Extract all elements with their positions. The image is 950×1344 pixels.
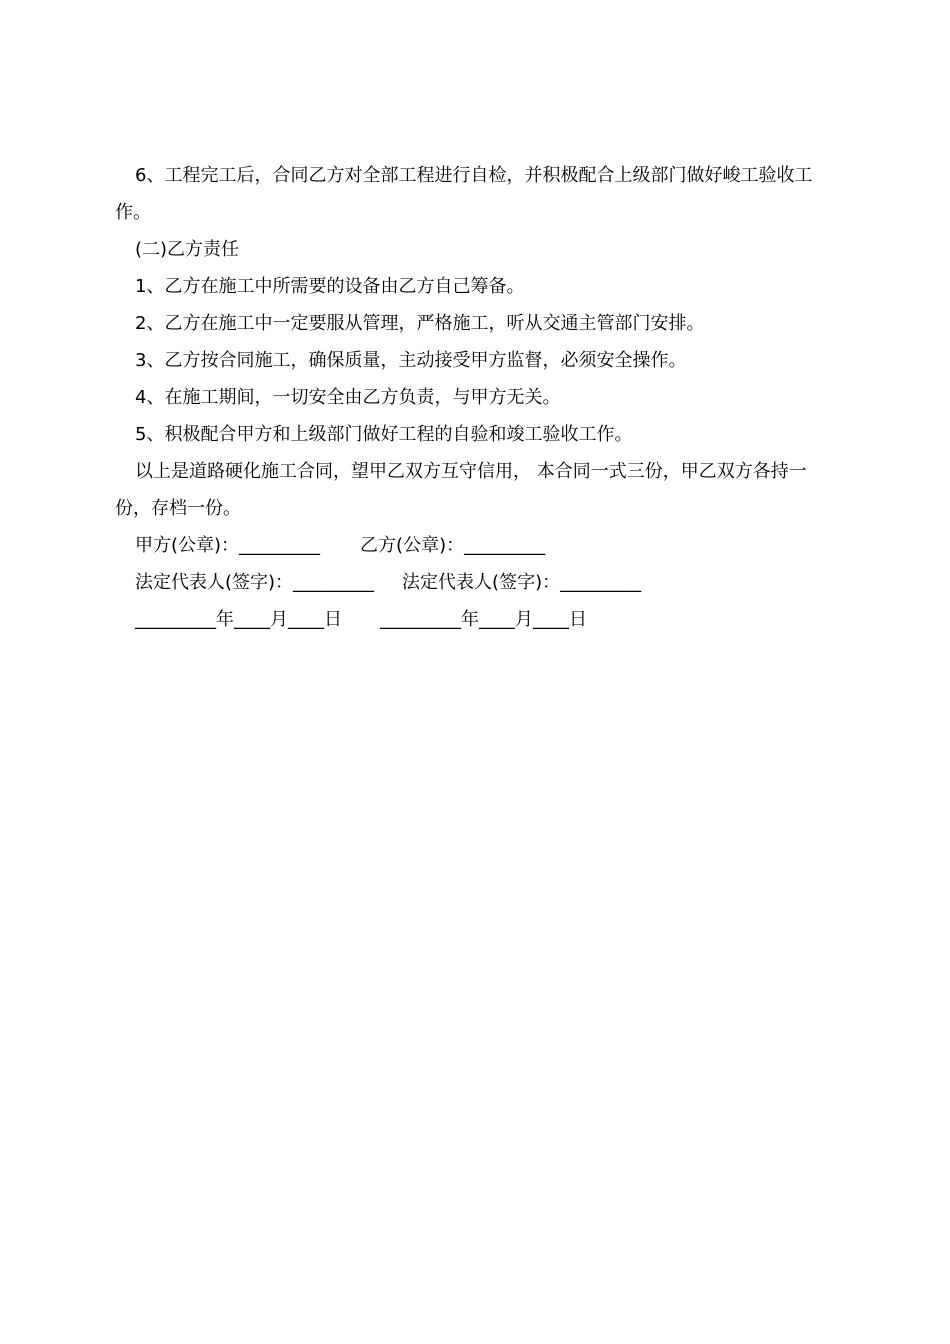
party-a-date-field: _________年____月____日: [135, 609, 342, 630]
party-b-representative-field: 法定代表人(签字)：_________: [402, 572, 642, 593]
clause-b2: 2、乙方在施工中一定要服从管理，严格施工，听从交通主管部门安排。: [135, 313, 705, 334]
clause-b3: 3、乙方按合同施工，确保质量，主动接受甲方监督，必须安全操作。: [135, 350, 687, 371]
date-row: [115, 601, 837, 638]
party-b-seal-field: 乙方(公章)：_________: [360, 535, 546, 556]
party-a-representative-field: 法定代表人(签字)：_________: [135, 572, 375, 593]
closing-statement: 以上是道路硬化施工合同，望甲乙双方互守信用， 本合同一式三份，甲乙双方各持一份，存档一份。: [115, 461, 807, 519]
party-a-seal-field: 甲方(公章)：_________: [135, 535, 321, 556]
clause-b1: 1、乙方在施工中所需要的设备由乙方自己筹备。: [135, 276, 525, 297]
representative-row: [115, 564, 837, 601]
clause-6: 6、工程完工后，合同乙方对全部工程进行自检，并积极配合上级部门做好峻工验收工作。: [115, 165, 813, 223]
clause-b5: 5、积极配合甲方和上级部门做好工程的自验和竣工验收工作。: [135, 424, 633, 445]
document-body: [115, 157, 837, 638]
party-b-date-field: _________年____月____日: [380, 609, 587, 630]
clause-b4: 4、在施工期间，一切安全由乙方负责，与甲方无关。: [135, 387, 561, 408]
section-heading-party-b-duties: (二)乙方责任: [135, 239, 240, 260]
seal-row: [115, 527, 837, 564]
